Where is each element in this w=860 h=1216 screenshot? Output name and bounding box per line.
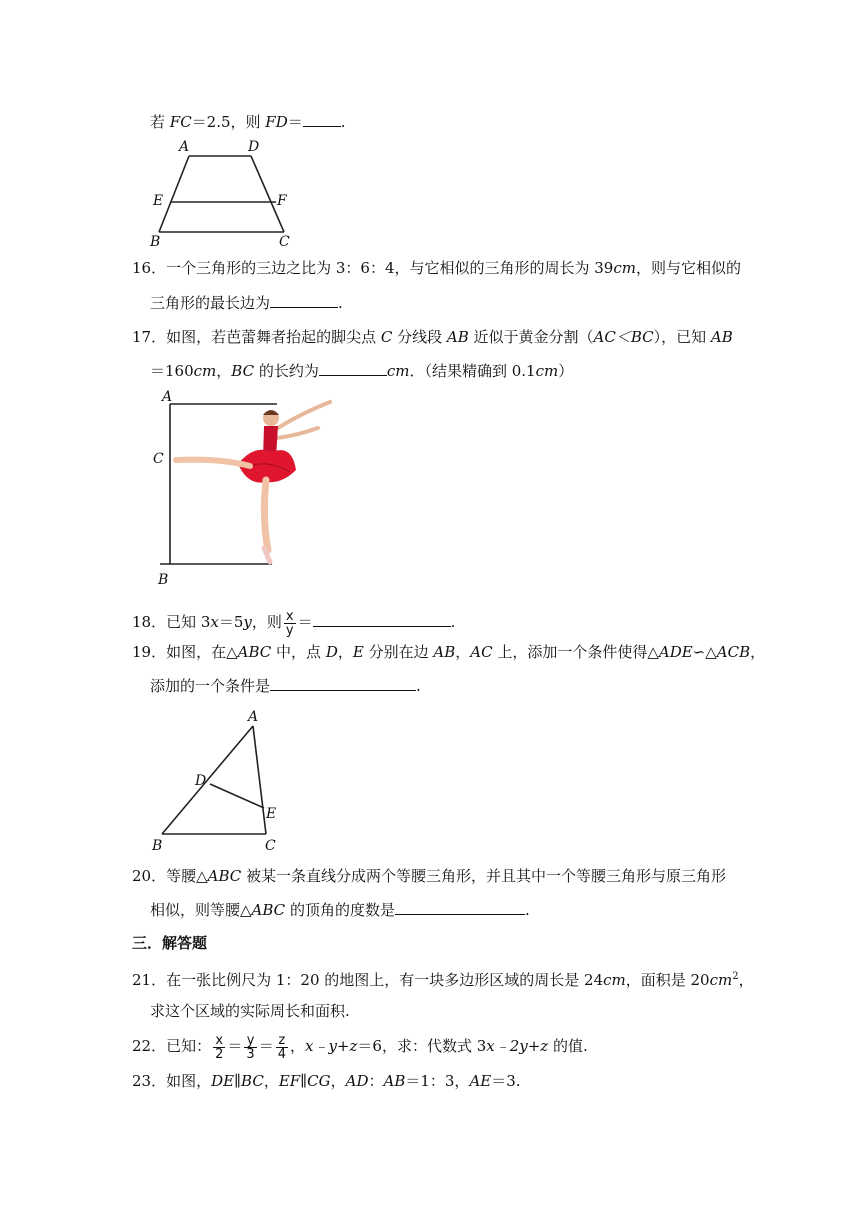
ballerina-figure [150,388,340,588]
trapezoid-figure [145,138,295,250]
label-F: F [277,193,287,209]
label-E: E [266,806,277,822]
q23-text: 23．如图，DE∥BC，EF∥CG，AD：AB＝1：3，AE＝3. [132,1072,521,1090]
answer-blank[interactable] [303,112,341,127]
label-B: B [150,234,161,250]
label-D: D [248,139,260,155]
label-D: D [195,773,207,789]
label-B: B [158,572,169,588]
label-C: C [279,234,290,250]
q21-line1: 21．在一张比例尺为 1：20 的地图上，有一块多边形区域的周长是 24cm，面积是 $20cm^2$， [132,971,754,989]
label-A: A [179,139,190,155]
answer-blank[interactable] [319,361,387,376]
section-heading: 三．解答题 [132,934,208,952]
q19-line2: 添加的一个条件是 . [150,677,421,695]
triangle-figure [148,708,288,854]
q21-line2: 求这个区域的实际周长和面积. [150,1002,350,1020]
q16-line2: 三角形的最长边为 . [150,294,343,312]
label-A: A [162,389,173,405]
answer-blank[interactable] [270,676,416,691]
label-A: A [248,709,259,725]
q18-text: 18．已知 3x＝5y，则 $\frac{x}{y}$ ＝ . [132,608,456,638]
q15-text: 若 FC＝2.5，则 FD＝ . [150,113,346,131]
label-C: C [265,838,276,854]
q22-text: 22．已知： $\frac{x}{2}$ ＝ $\frac{y}{3}$ ＝ $\frac{z}{4}$ ，x﹣y+z＝6，求：代数式 3x﹣2y+z 的值. [132,1032,588,1062]
q17-line1: 17．如图，若芭蕾舞者抬起的脚尖点 C 分线段 AB 近似于黄金分割（AC＜BC），已知 AB [132,328,733,346]
answer-blank[interactable] [395,900,525,915]
ballerina-illustration [176,402,330,562]
fraction-z-over-4: $\frac{z}{4}$ [277,1032,286,1062]
q19-line1: 19．如图，在△ABC 中，点 D，E 分别在边 AB，AC 上，添加一个条件使得△ADE∽△ACB， [132,643,766,661]
label-E: E [153,193,164,209]
fraction-x-over-y: $\frac{x}{y}$ [285,608,294,638]
label-C: C [153,451,164,467]
q17-line2: ＝160cm，BC 的长约为 cm．（结果精确到 0.1cm） [150,362,574,380]
label-B: B [152,838,163,854]
fraction-y-over-3: $\frac{y}{3}$ [246,1032,255,1062]
q20-line2: 相似，则等腰△ABC 的顶角的度数是 . [150,901,530,919]
q16-line1: 16．一个三角形的三边之比为 3：6：4，与它相似的三角形的周长为 39cm，则与它相似的 [132,259,741,277]
fraction-x-over-2: $\frac{x}{2}$ [215,1032,224,1062]
answer-blank[interactable] [270,293,338,308]
q20-line1: 20．等腰△ABC 被某一条直线分成两个等腰三角形，并且其中一个等腰三角形与原三角形 [132,867,727,885]
answer-blank[interactable] [313,612,451,627]
